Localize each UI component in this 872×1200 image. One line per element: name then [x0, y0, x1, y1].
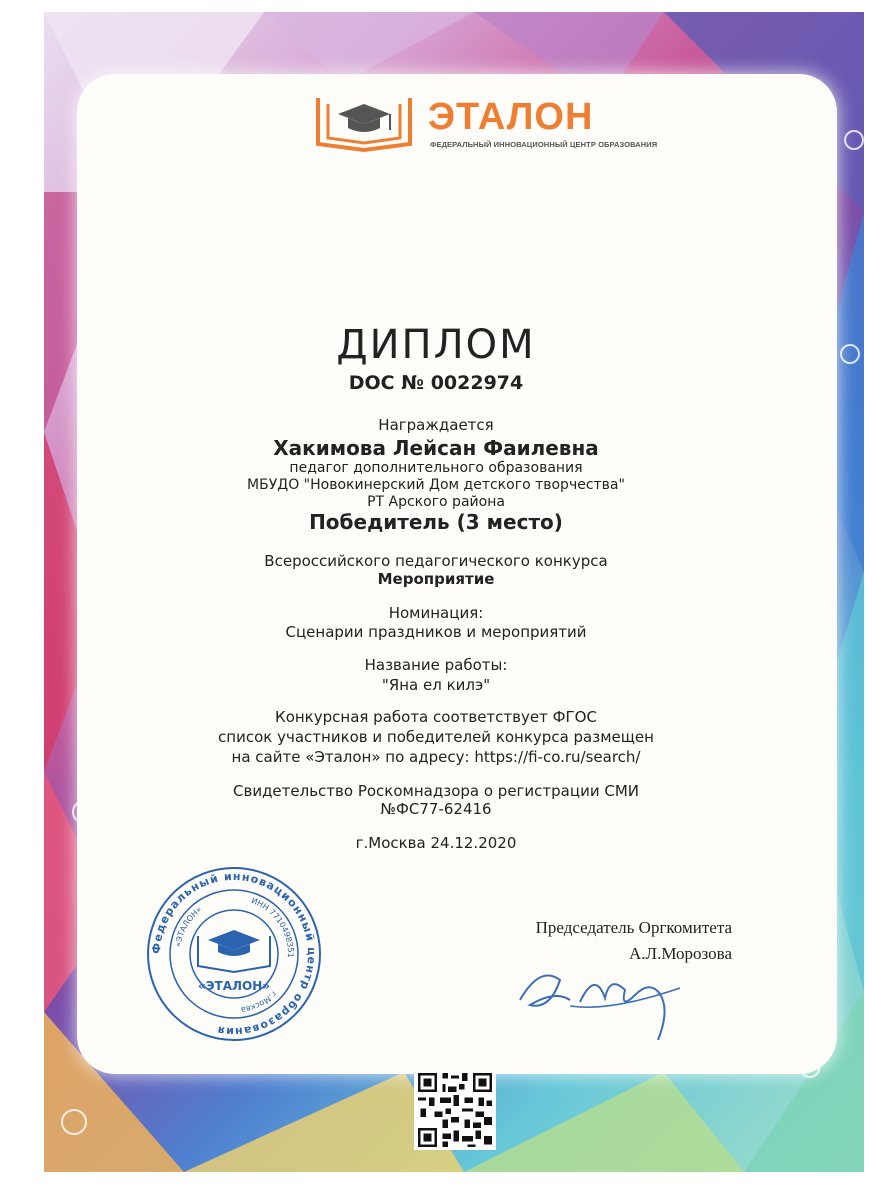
- official-seal-icon: [146, 866, 322, 1042]
- recipient-organization: МБУДО "Новокинерский Дом детского творчества": [247, 477, 625, 493]
- place-date: г.Москва 24.12.2020: [355, 834, 517, 852]
- smi-line-1: Свидетельство Роскомнадзора о регистрации СМИ: [233, 782, 639, 800]
- smi-line-2: №ФС77-62416: [380, 800, 492, 818]
- seal-center-text: «ЭТАЛОН»: [198, 979, 270, 993]
- contest-name: Мероприятие: [377, 570, 495, 588]
- fgos-line-2: список участников и победителей конкурса размещен: [218, 728, 654, 746]
- fgos-line-3: на сайте «Эталон» по адресу: https://fi-co.ru/search/: [231, 748, 641, 766]
- seal-outer-text: Федеральный инновационный центр образования: [149, 869, 319, 1039]
- qr-code-icon: [414, 1070, 496, 1150]
- work-title-value: "Яна ел килэ": [381, 676, 491, 694]
- logo-subtitle: ФЕДЕРАЛЬНЫЙ ИННОВАЦИОННЫЙ ЦЕНТР ОБРАЗОВАНИЯ: [430, 140, 658, 149]
- logo-title: ЭТАЛОН: [428, 96, 594, 138]
- seal-side-text: «ЭТАЛОН»: [173, 904, 204, 948]
- work-title-label: Название работы:: [364, 656, 508, 674]
- signer-name: А.Л.Морозова: [629, 944, 732, 963]
- contest-label: Всероссийского педагогического конкурса: [264, 552, 608, 570]
- signer-role: Председатель Оргкомитета: [535, 918, 732, 937]
- seal-inn: ИНН 7710498351: [249, 896, 296, 958]
- nomination-value: Сценарии праздников и мероприятий: [285, 623, 587, 641]
- diploma-title: ДИПЛОМ: [336, 322, 536, 368]
- document-number: DOC № 0022974: [348, 372, 524, 394]
- recipient-region: РТ Арского района: [367, 494, 505, 510]
- svg-text:г.Москва: [240, 990, 278, 1015]
- handwritten-signature-icon: [510, 960, 700, 1050]
- recipient-name: Хакимова Лейсан Фаилевна: [273, 436, 599, 460]
- fgos-line-1: Конкурсная работа соответствует ФГОС: [275, 708, 597, 726]
- seal-city: г.Москва: [240, 989, 279, 1015]
- awarded-label: Награждается: [378, 416, 494, 434]
- contest-result: Победитель (3 место): [309, 510, 563, 534]
- nomination-label: Номинация:: [388, 604, 484, 622]
- recipient-position: педагог дополнительного образования: [289, 460, 583, 476]
